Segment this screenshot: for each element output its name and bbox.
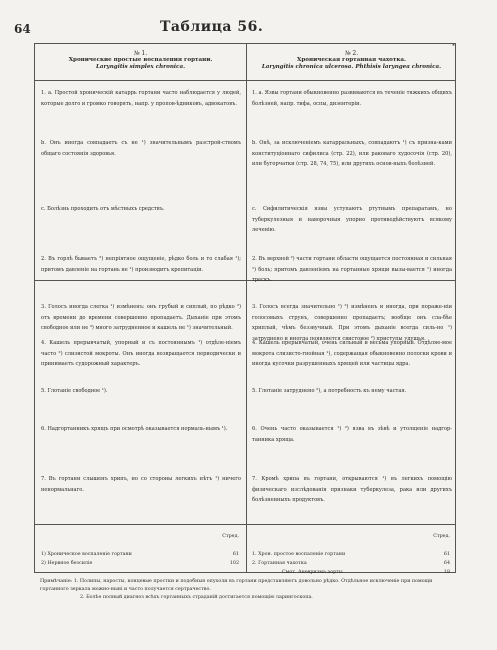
left-header-num: № 1. [133,50,148,57]
right-totals-row-value: 61 [443,552,450,557]
left-symptom-5: 5. Глотаніе свободное ¹). [41,388,108,394]
footnotes [40,578,462,602]
left-totals-row [41,559,239,568]
left-symptom-4: 4. Кашель прерывчатый, упорный и съ постояннымъ ¹) отдѣле-ніемъ часто ²) слизистой мокроты. Онъ иногда возвращается периодически и принимаетъ судорожный характеръ. [41,340,241,367]
page-title: Таблица 56. [160,19,264,35]
column-divider [246,44,247,572]
left-symptom-1c: с. Болѣзнь проходить отъ мѣстныхъ средствъ. [41,206,165,212]
left-totals-row-text: 1) Хроническое воспаленіе гортани [41,552,132,557]
right-symptom-6: 6. Очень часто оказывается ¹) ²) язва въ зѣвѣ и утолщеніе надгор-танника хряща. [252,426,452,443]
left-header-latin: Laryngitis simplex chronica. [95,64,186,71]
footnote-1: Примѣчаніе: 1. Полипы, наросты, концевые простки и подобныя опухоли въ гортани представляютъ довольно рѣдко. Отдѣльное исключеніе при помощи гортанного зеркала можно-ныні и часто получается сертрачество. [40,579,433,592]
left-totals-row-text: 2) Нервное безсиліе [41,561,93,566]
right-header-title: Хроническая гортанная чахотка. [297,57,406,64]
right-symptom-3: 3. Голосъ всегда значительно ¹) ²) измѣненъ и иногда, при пораже-ніи голосовыхъ струнъ, совершенно пропадаетъ; вообще онъ сла-бѣе хриплый, чѣмъ беззвучный. При этомъ дыханіе всегда силь-но ¹) затруднено и иногда появляется свистовое ²) приступы удушья. [252,304,452,342]
left-symptom-1a: 1. а. Простой хроническій катаррь гортани часто наблюдается у людей, которые долго и громко говорять, напр. у пропов-ѣдниковъ, адвокатовъ. [41,90,241,107]
left-symptom-3: 3. Голосъ иногда слегка ¹) измѣненъ: онъ грубый и сиплый, по рѣдко ²) отъ времени до времени совершенно пропадаетъ. Дыханіе при этомъ свободное или не ³) много затрудненное и кашель не ¹) значительный. [41,304,241,331]
left-totals [41,534,239,568]
right-totals-row-value: 18 [443,570,450,575]
totals-divider [35,524,455,525]
left-symptom-1b: b. Онъ иногда совпадаетъ съ не ¹) значительнымъ разстрой-ствомъ общаго состоянія здоровья. [41,140,241,157]
left-header-title: Хронические простые воспаления гортани. [68,57,213,64]
right-column-header [249,50,454,72]
header-divider [35,80,455,81]
right-symptom-1c: с. Сифилитическія язвы уступаютъ ртутнымъ препаратамъ, но туберкулезныя и наворочныя упорно противодѣйствуютъ всякому леченію. [252,206,452,233]
right-totals [252,534,450,577]
right-totals-row [252,550,450,559]
table-frame [34,43,456,573]
right-header-num: № 2. [344,50,359,57]
right-totals-label: Стред. [433,534,450,539]
left-column-header [38,50,243,72]
left-totals-row-value: 61 [232,552,239,557]
left-symptom-6: 6. Надгортанникъ хрящъ при осмотрѣ оказывается нормаль-нымъ ¹). [41,426,228,432]
left-symptom-7: 7. Въ гортани слышенъ хрипъ, но со стороны легкихъ нѣтъ ¹) ничего ненормальнаго. [41,476,241,493]
left-symptom-2: 2. Въ горлѣ бываетъ ²) непріятное ощущеніе, рѣдко боль и то слабая ¹); притомъ давленіе на гортань не ¹) производитъ крепитаціи. [41,256,241,273]
right-symptom-4: 4. Кашель прерывчатый, очень сильный и весьма упорный. Отдѣляе-мое мокрота слизисто-гнойная ¹), содержащая обыкновенно полоски крови и иногда кусочки разрушенныхъ хрящей или частицы ядра. [252,340,452,367]
right-symptom-2: 2. Въ верхней ²) части гортани области ощущается постоянная и сильная ¹) боль; притомъ давленіемъ на гортанные хрящи вызы-вается ¹) иногда трескъ. [252,256,452,283]
left-totals-label: Стред. [222,534,239,539]
left-totals-row [41,550,239,559]
right-totals-row-text: 2. Гортанная чахотка [252,561,307,566]
right-header-latin: Laryngitis chronica ulcerosa. Phthisis laryngea chronica. [261,64,442,71]
right-totals-row-value: 64 [443,561,450,566]
left-totals-row-value: 102 [229,561,239,566]
corner-mark: * [452,43,455,50]
right-totals-row-text: 1. Хрон. простое воспаленіе гортани [252,552,346,557]
right-symptom-7: 7. Кромѣ хрипа въ гортани, открываются ¹) въ легкихъ помощію физическаго изслѣдованія признаки туберкулеза, рака или другихъ болѣзненныхъ продуктовъ. [252,476,452,503]
right-totals-row [252,559,450,568]
right-symptom-5: 5. Глотаніе затруднено ²), а потребность къ нему частая. [252,388,407,394]
page-number: 64 [14,22,31,36]
footnote-2: 2. Болѣе полный диагноз всѣхъ гортанныхъ страданій достигается помощію ларингоскопа. [80,595,313,600]
right-totals-row-text: Смот. Аневризма аорты [282,570,343,575]
right-symptom-1b: b. Онѣ, за исключеніемъ катарральныхъ, совпадаютъ ¹) съ призна-ками конституціоннаго сифилиса (стр. 22), или раковаго худосочія (стр. 20), или бугорчатки (стр. 28, 74, 75), или другихъ основ-ныхъ болѣзней. [252,140,452,167]
right-symptom-1a: 1. а. Язвы гортани обыкновенно развиваются въ теченіе тяжкихъ общихъ болѣзней, напр. тифа, оспы, дизентеріи. [252,90,452,107]
right-totals-row [252,568,450,577]
